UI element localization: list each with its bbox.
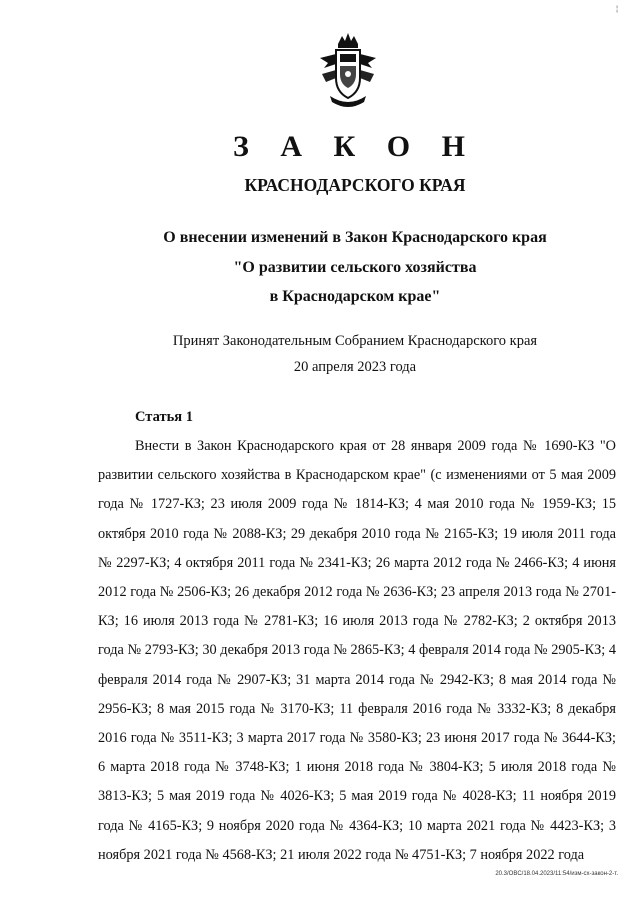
page-corner-mark: ¦ xyxy=(616,6,618,13)
subject-line-2: "О развитии сельского хозяйства xyxy=(233,259,477,276)
subject-line-1: О внесении изменений в Закон Краснодарского края xyxy=(163,229,547,246)
article-title: Статья 1 xyxy=(135,409,193,425)
coat-of-arms-icon xyxy=(316,30,380,110)
article-body-text: Внести в Закон Краснодарского края от 28 января 2009 года № 1690-КЗ "О развитии сельского хозяйства в Краснодарском крае" (с изменениями от 5 мая 2009 года № 1727-КЗ; 23 июля 2009 года № 1814-КЗ; 4 мая 2010 года № 1959-КЗ; 15 октября 2010 года № 2088-КЗ; 29 декабря 2010 года № 2165-КЗ; 19 июля 2011 года № 2297-КЗ; 4 октября 2011 года № 2341-КЗ; 26 марта 2012 года № 2466-КЗ; 4 июня 2012 года № 2506-КЗ; 26 декабря 2012 года № 2636-КЗ; 23 апреля 2013 года № 2701-КЗ; 16 июля 2013 года № 2781-КЗ; 16 июля 2013 года № 2782-КЗ; 2 октября 2013 года № 2793-КЗ; 30 декабря 2013 года № 2865-КЗ; 4 февраля 2014 года № 2905-КЗ; 4 февраля 2014 года № 2907-КЗ; 31 марта 2014 года № 2942-КЗ; 8 мая 2014 года № 2956-КЗ; 8 мая 2015 года № 3170-КЗ; 11 февраля 2016 года № 3332-КЗ; 8 декабря 2016 года № 3511-КЗ; 3 марта 2017 года № 3580-КЗ; 23 июня 2017 года № 3644-КЗ; 6 марта 2018 года № 3748-КЗ; 1 июня 2018 года № 3804-КЗ; 5 июля 2018 года № 3813-КЗ; 5 мая 2019 года № 4026-КЗ; 5 мая 2019 года № 4028-КЗ; 11 ноября 2019 года № 4165-КЗ; 9 ноября 2020 года № 4364-КЗ; 10 марта 2021 года № 4423-КЗ; 3 ноября 2021 года № 4568-КЗ; 21 июля 2022 года № 4751-КЗ; 7 ноября 2022 года xyxy=(98,438,616,863)
subject-line-3: в Краснодарском крае" xyxy=(269,288,441,305)
adoption-statement: Принят Законодательным Собранием Краснодарского края xyxy=(172,333,538,349)
adoption-date: 20 апреля 2023 года xyxy=(293,359,417,375)
document-type-heading: З А К О Н xyxy=(233,130,477,163)
document-footer-code: 20.3/OBC/18.04.2023/11:54/изм-сх-закон-2-т. xyxy=(495,871,618,877)
region-heading: КРАСНОДАРСКОГО КРАЯ xyxy=(244,175,466,195)
